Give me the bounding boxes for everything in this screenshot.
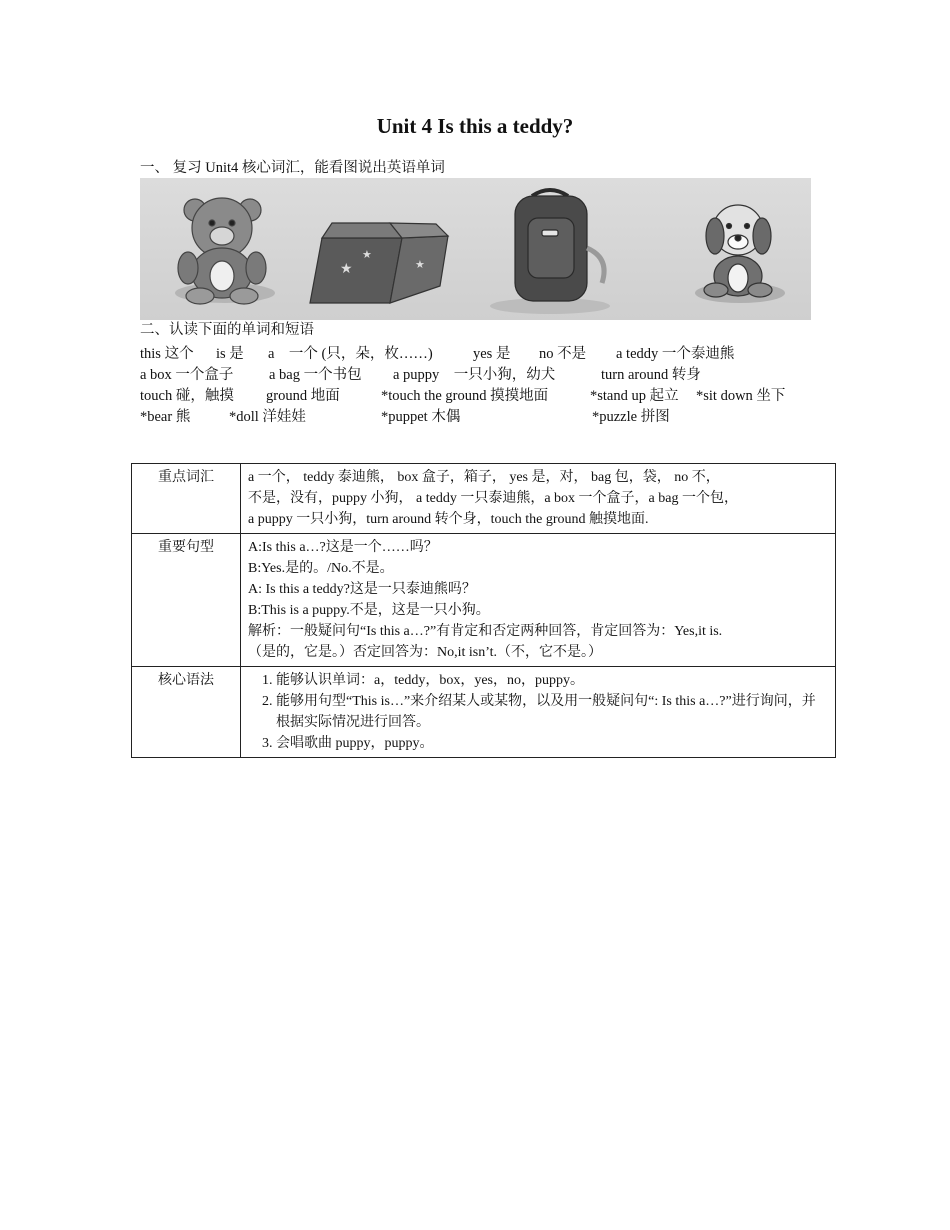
vocab-item: is 是 (216, 346, 244, 362)
row-heading: 核心语法 (132, 667, 241, 758)
vocab-item: *sit down 坐下 (696, 388, 786, 404)
text-line: 不是，没有，puppy 小狗， a teddy 一只泰迪熊，a box 一个盒子，a bag 一个包， (248, 491, 738, 506)
list-item: 3. 会唱歌曲 puppy，puppy。 (276, 733, 828, 754)
vocab-row (140, 405, 840, 426)
vocab-item: ground 地面 (266, 388, 340, 404)
vocab-item: a bag 一个书包 (269, 367, 362, 383)
vocab-row (140, 384, 840, 405)
vocab-item: yes 是 (473, 346, 511, 362)
text-line: a 一个， teddy 泰迪熊， box 盒子，箱子， yes 是，对， bag 包，袋， no 不， (248, 470, 720, 485)
text-line: a puppy 一只小狗，turn around 转个身，touch the ground 触摸地面. (248, 512, 649, 527)
section-2-heading: 二、认读下面的单词和短语 (140, 322, 314, 338)
table-row-vocabulary (132, 464, 836, 534)
row-content (241, 667, 836, 758)
svg-text:★: ★ (415, 259, 425, 271)
gift-box-icon (310, 223, 448, 303)
vocab-item: *stand up 起立 (590, 388, 679, 404)
vocab-item: no 不是 (539, 346, 587, 362)
text-line: A: Is this a teddy?这是一只泰迪熊吗？ (248, 582, 476, 597)
school-bag-icon (490, 190, 610, 314)
picture-strip-svg (140, 178, 811, 320)
svg-text:★: ★ (362, 249, 372, 261)
vocab-item: a teddy 一个泰迪熊 (616, 346, 735, 362)
row-heading: 重要句型 (132, 534, 241, 667)
vocab-item: *touch the ground 摸摸地面 (381, 388, 549, 404)
section-1-heading: 一、 复习 Unit4 核心词汇，能看图说出英语单词 (140, 160, 445, 176)
vocabulary-list (140, 342, 840, 426)
vocab-row (140, 363, 840, 384)
vocab-item: *bear 熊 (140, 409, 191, 425)
list-item: 1. 能够认识单词：a，teddy，box，yes，no，puppy。 (276, 670, 828, 691)
list-item: 2. 能够用句型“This is…”来介绍某人或某物，以及用一般疑问句“: Is this a…?”进行询问，并根据实际情况进行回答。 (276, 691, 828, 733)
teddy-bear-icon (175, 198, 275, 304)
vocab-row (140, 342, 840, 363)
svg-text:★: ★ (340, 262, 353, 277)
vocab-item: *puzzle 拼图 (592, 409, 670, 425)
vocab-item: a 一个 (只，朵，枚……) (268, 346, 433, 362)
row-heading: 重点词汇 (132, 464, 241, 534)
vocab-item: touch 碰，触摸 (140, 388, 234, 404)
page-title: Unit 4 Is this a teddy? (376, 114, 574, 138)
text-line: B:Yes.是的。/No.不是。 (248, 561, 394, 576)
table-row-grammar (132, 667, 836, 758)
text-line: 解析：一般疑问句“Is this a…?”有肯定和否定两种回答，肯定回答为：Yes,it is. (248, 624, 723, 639)
row-content (241, 534, 836, 667)
table-row-sentences (132, 534, 836, 667)
vocab-item: *doll 洋娃娃 (229, 409, 306, 425)
vocab-item: *puppet 木偶 (381, 409, 461, 425)
summary-table (131, 463, 836, 758)
vocab-item: this 这个 (140, 346, 194, 362)
vocabulary-picture-strip (140, 178, 811, 320)
puppy-toy-icon (695, 205, 785, 303)
vocab-item: turn around 转身 (601, 367, 701, 383)
text-line: （是的，它是。）否定回答为：No,it isn’t.（不，它不是。） (248, 645, 603, 660)
vocab-item: a box 一个盒子 (140, 367, 234, 383)
text-line: A:Is this a…?这是一个……吗？ (248, 540, 438, 555)
row-content (241, 464, 836, 534)
text-line: B:This is a puppy.不是，这是一只小狗。 (248, 603, 490, 618)
vocab-item: a puppy 一只小狗，幼犬 (393, 367, 556, 383)
grammar-list (248, 670, 828, 754)
